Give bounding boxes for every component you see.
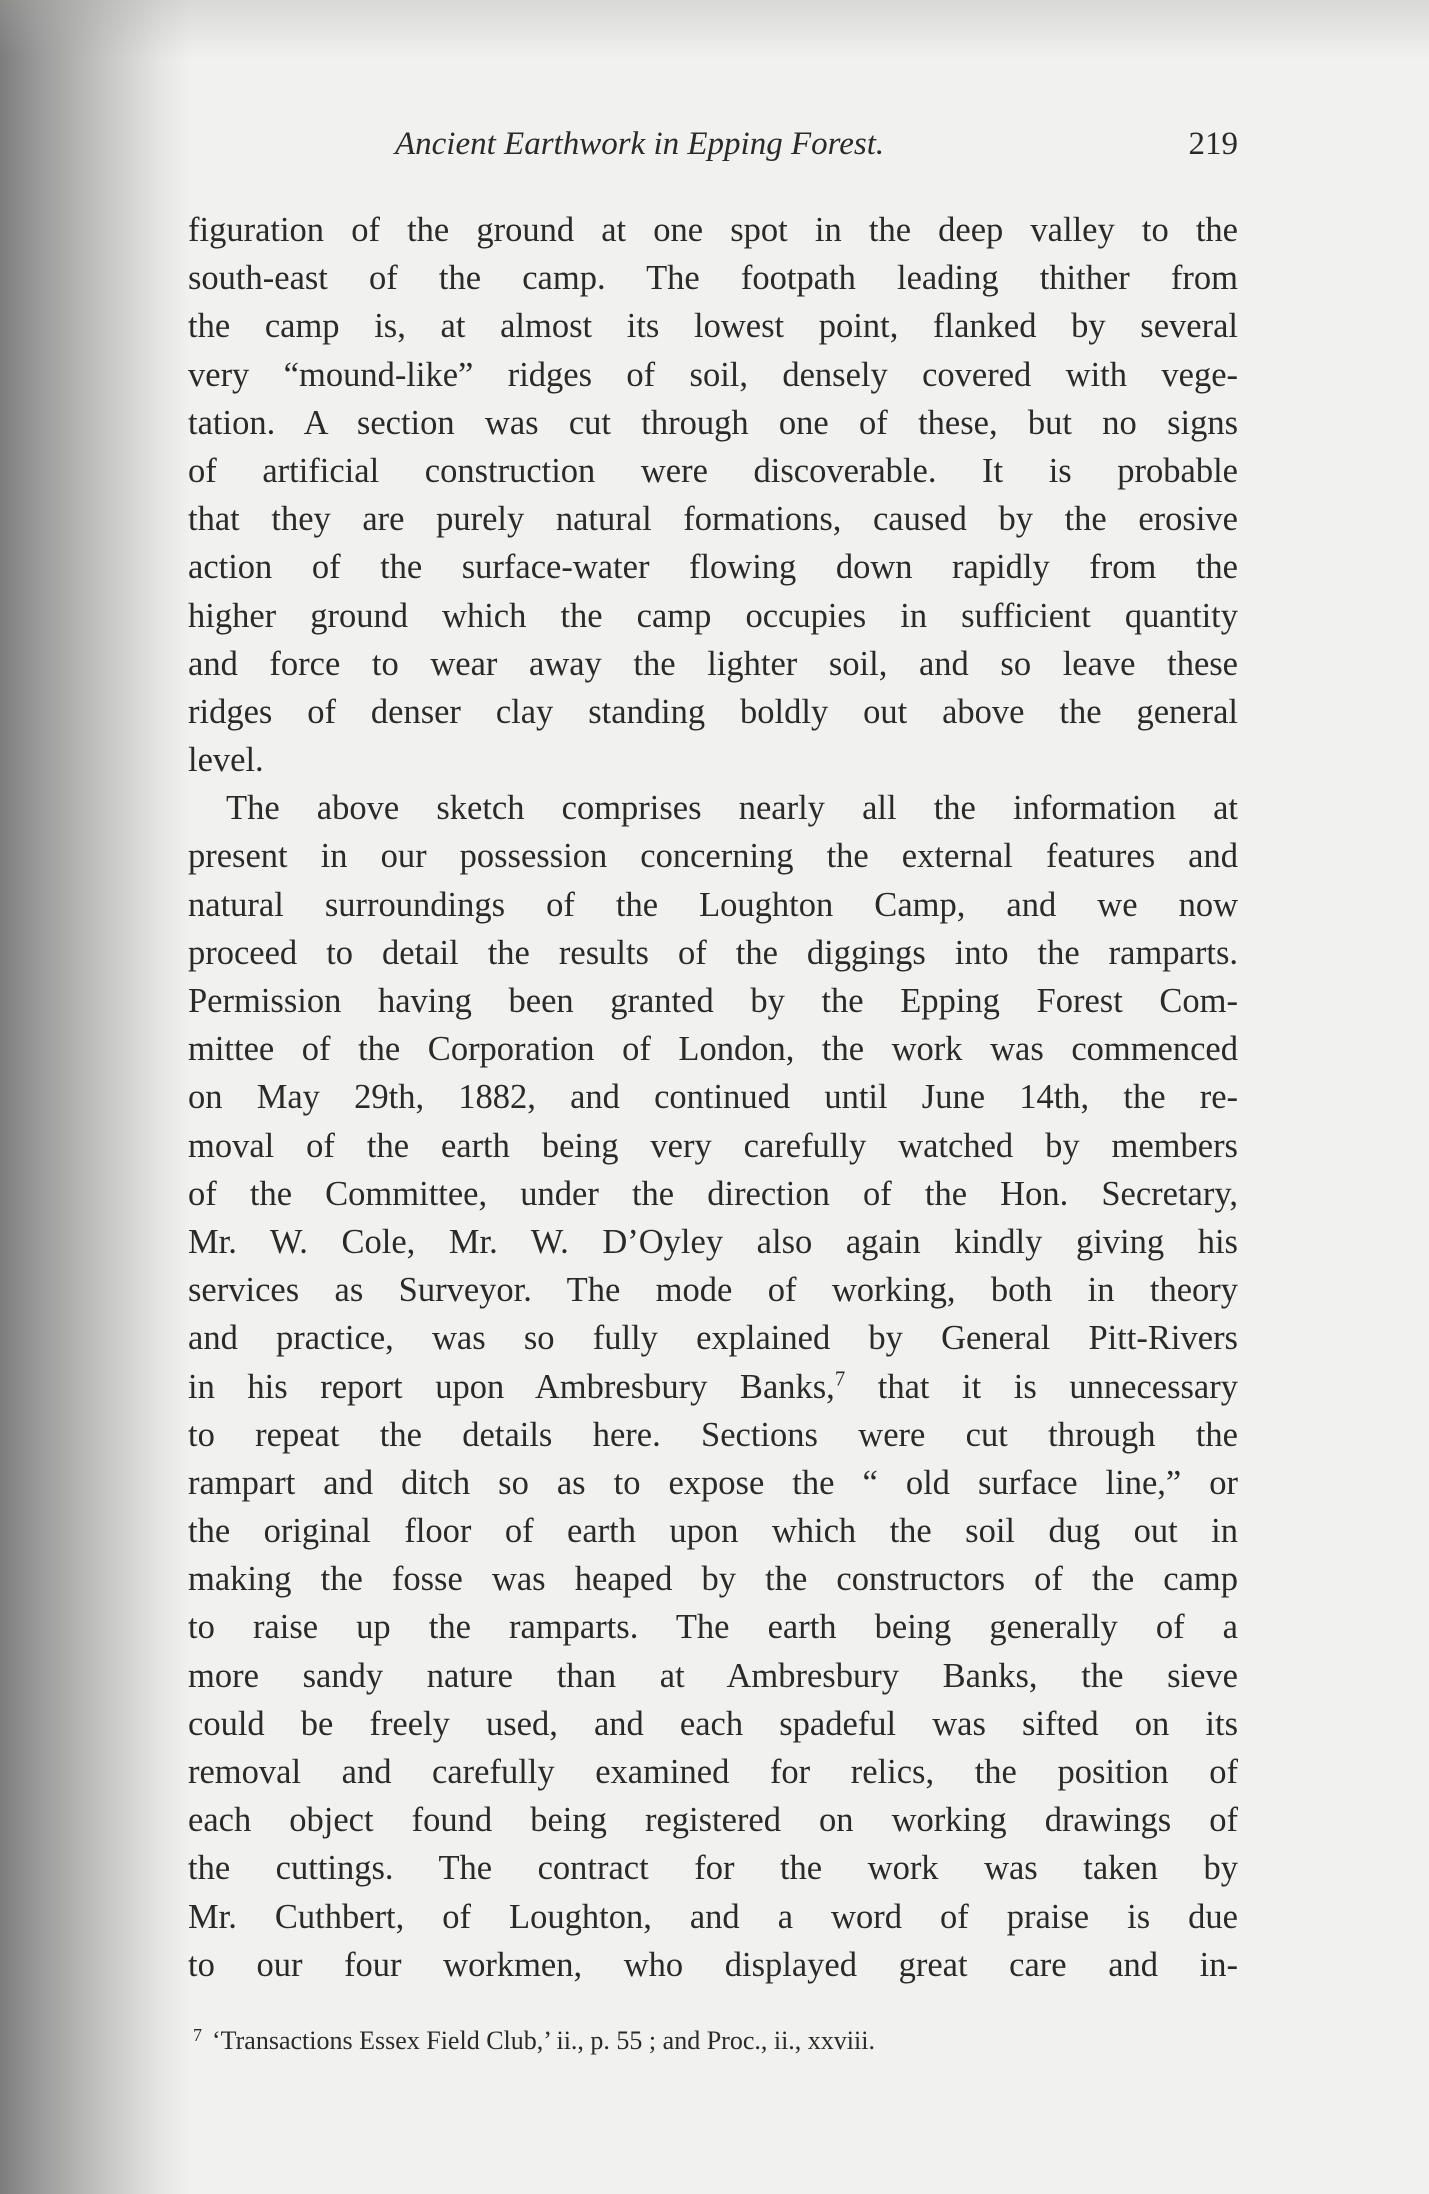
text-line: figuration of the ground at one spot in the deep valley to the [188,211,1238,249]
text-line: natural surroundings of the Loughton Camp, and we now [188,885,1238,924]
line-text-continued: that it is unnecessary [845,1367,1238,1406]
footnote-text: ‘Transactions Essex Field Club,’ ii., p. 55 ; and Proc., ii., xxviii. [212,2026,875,2055]
text-line: very “mound-like” ridges of soil, densely covered with vege- [188,355,1238,394]
text-line: that they are purely natural formations, caused by the erosive [188,500,1238,539]
text-line: to repeat the details here. Sections were cut through the [188,1415,1238,1454]
text-line: the original floor of earth upon which the soil dug out in [188,1512,1238,1551]
text-line: removal and carefully examined for relics, the position of [188,1753,1238,1791]
text-line: more sandy nature than at Ambresbury Banks, the sieve [188,1656,1238,1695]
page-header [395,126,1250,166]
text-line: the cuttings. The contract for the work was taken by [188,1849,1238,1888]
footnote-reference[interactable]: 7 [834,1368,846,1390]
text-line: could be freely used, and each spadeful was sifted on its [188,1704,1238,1743]
running-head: Ancient Earthwork in Epping Forest. [395,126,885,162]
text-line: and practice, was so fully explained by General Pitt-Rivers [188,1319,1238,1358]
text-line: the camp is, at almost its lowest point, flanked by several [188,307,1238,346]
page-top-shadow [0,0,1429,60]
text-line: making the fosse was heaped by the constructors of the camp [188,1560,1238,1599]
text-line: of artificial construction were discoverable. It is probable [188,451,1238,490]
text-line-with-footnote-ref [188,1363,1238,1411]
text-line: and force to wear away the lighter soil, and so leave these [188,644,1238,683]
page-gutter-shadow [0,0,190,2194]
line-text: in his report upon Ambresbury Banks, [188,1367,835,1406]
page-number: 219 [1188,126,1238,162]
text-line: higher ground which the camp occupies in sufficient quantity [188,596,1238,635]
text-line: mittee of the Corporation of London, the work was commenced [188,1030,1238,1069]
text-line: Mr. Cuthbert, of Loughton, and a word of praise is due [188,1897,1238,1936]
text-line: of the Committee, under the direction of the Hon. Secretary, [188,1174,1238,1213]
text-line: tation. A section was cut through one of these, but no signs [188,403,1238,442]
text-line: moval of the earth being very carefully watched by members [188,1126,1238,1165]
text-line: rampart and ditch so as to expose the “ old surface line,” or [188,1463,1238,1502]
body-text [188,206,1238,1989]
text-line: level. [188,741,264,780]
paragraph-1 [188,206,1238,784]
paragraph-2 [188,784,1238,1989]
text-line: each object found being registered on working drawings of [188,1801,1238,1840]
text-line: Permission having been granted by the Epping Forest Com- [188,982,1238,1020]
text-line: Mr. W. Cole, Mr. W. D’Oyley also again kindly giving his [188,1222,1238,1261]
text-line: services as Surveyor. The mode of working, both in theory [188,1271,1238,1310]
text-line: to our four workmen, who displayed great care and in- [188,1945,1238,1984]
text-line: action of the surface-water flowing down rapidly from the [188,548,1238,587]
text-line: ridges of denser clay standing boldly out above the general [188,692,1238,731]
text-line: present in our possession concerning the external features and [188,837,1238,876]
text-line: proceed to detail the results of the diggings into the ramparts. [188,933,1238,972]
footnote-marker: 7 [193,2025,202,2045]
footnote [185,2025,1243,2056]
text-line: south-east of the camp. The footpath leading thither from [188,259,1238,298]
text-line: The above sketch comprises nearly all the information at [226,789,1238,828]
text-line: on May 29th, 1882, and continued until June 14th, the re- [188,1078,1238,1117]
text-line: to raise up the ramparts. The earth being generally of a [188,1608,1238,1647]
